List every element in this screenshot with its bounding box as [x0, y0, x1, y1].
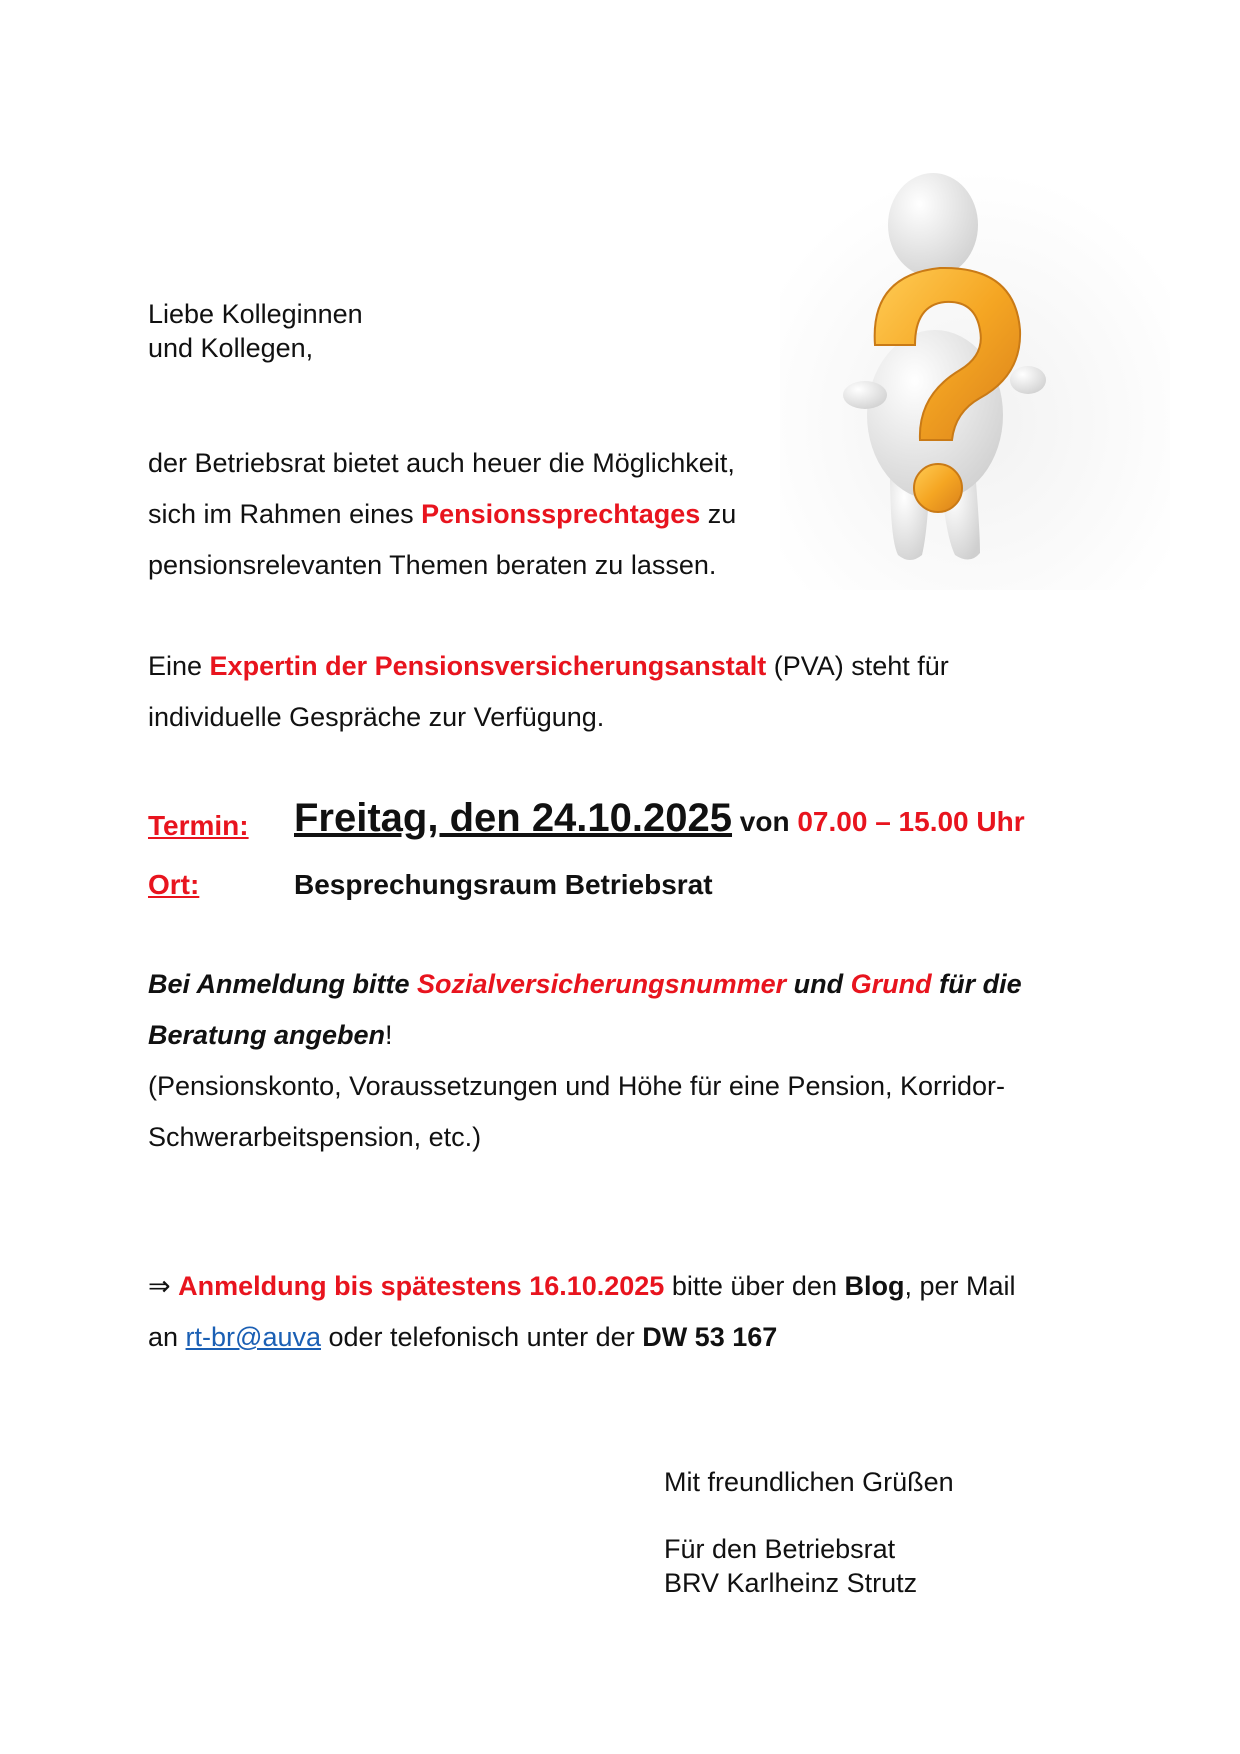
signature-line-1: Für den Betriebsrat — [664, 1534, 896, 1564]
registration-note — [148, 959, 1108, 1163]
deadline-line-2: an rt-br@auva oder telefonisch unter der DW 53 167 — [148, 1322, 778, 1352]
email-link[interactable]: rt-br@auva — [185, 1322, 321, 1352]
note-line-2: Beratung angeben! — [148, 1020, 393, 1050]
note-details-2: Schwerarbeitspension, etc.) — [148, 1122, 482, 1152]
greeting-line-1: Liebe Kolleginnen — [148, 299, 363, 329]
ort-value: Besprechungsraum Betriebsrat — [294, 869, 713, 900]
deadline-highlight: Anmeldung bis spätestens 16.10.2025 — [178, 1271, 665, 1301]
expert-line-2: individuelle Gespräche zur Verfügung. — [148, 702, 605, 732]
intro-line-1: der Betriebsrat bietet auch heuer die Möglichkeit, — [148, 448, 735, 478]
greeting — [148, 297, 363, 365]
signature-block — [664, 1532, 917, 1600]
signature-line-2: BRV Karlheinz Strutz — [664, 1568, 918, 1598]
note-details-1: (Pensionskonto, Voraussetzungen und Höhe für eine Pension, Korridor- — [148, 1071, 1006, 1101]
greeting-line-2: und Kollegen, — [148, 333, 314, 363]
expert-highlight: Expertin der Pensionsversicherungsanstalt — [209, 651, 767, 681]
expert-line-1: Eine Expertin der Pensionsversicherungsanstalt (PVA) steht für — [148, 651, 949, 681]
event-date: Freitag, den 24.10.2025 — [294, 796, 733, 840]
note-line-1: Bei Anmeldung bitte Sozialversicherungsnummer und Grund für die — [148, 969, 1022, 999]
deadline-paragraph — [148, 1261, 1128, 1363]
event-name-highlight: Pensionssprechtages — [421, 499, 701, 529]
svnr-highlight: Sozialversicherungsnummer — [417, 969, 787, 999]
expert-paragraph — [148, 641, 1108, 743]
ort-label: Ort: — [148, 869, 200, 900]
event-time: 07.00 – 15.00 Uhr — [797, 806, 1025, 837]
intro-paragraph — [148, 438, 848, 591]
blog-reference: Blog — [844, 1271, 905, 1301]
arrow-icon: ⇒ — [148, 1271, 179, 1301]
termin-value: Freitag, den 24.10.2025 von 07.00 – 15.00 Uhr — [294, 796, 1025, 840]
deadline-line-1: ⇒ Anmeldung bis spätestens 16.10.2025 bitte über den Blog, per Mail — [148, 1271, 1016, 1301]
intro-line-2: sich im Rahmen eines Pensionssprechtages zu — [148, 499, 737, 529]
reason-highlight: Grund — [850, 969, 932, 999]
termin-label: Termin: — [148, 810, 249, 841]
phone-extension: DW 53 167 — [642, 1322, 778, 1352]
closing-greeting: Mit freundlichen Grüßen — [664, 1467, 954, 1497]
intro-line-3: pensionsrelevanten Themen beraten zu lassen. — [148, 550, 717, 580]
